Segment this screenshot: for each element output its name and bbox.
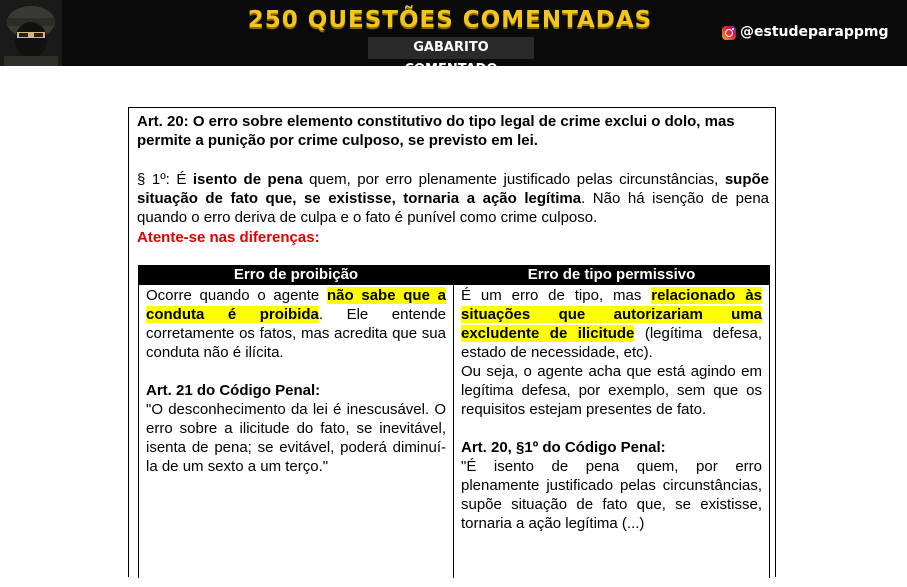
permissivo-ref-text: "É isento de pena quem, por erro plenamente justificado pelas circunstâncias, supõe situação de fato que, se existisse, tornaria a ação legítima (...) xyxy=(461,458,762,532)
proibicao-text-post: . Ele entende corretamente os fatos, mas acredita que sua conduta não é ilícita. xyxy=(146,306,446,361)
column-header-proibicao: Erro de proibição xyxy=(139,265,453,285)
proibicao-definition xyxy=(146,286,446,362)
comparison-table xyxy=(138,265,770,578)
permissivo-ref-title: Art. 20, §1º do Código Penal: xyxy=(461,439,666,456)
article-box xyxy=(128,107,776,577)
permissivo-example: Ou seja, o agente acha que está agindo em legítima defesa, por exemplo, sem que os requisitos estejam presentes de fato. xyxy=(461,363,762,418)
para-suffix: . Não há isenção de pena quando o erro deriva de culpa e o fato é punível como crime culposo. xyxy=(137,190,769,226)
para-bold-situacao: supõe situação de fato que, se existisse, tornaria a ação legítima xyxy=(137,171,769,207)
permissivo-highlight: relacionado às situações que autorizariam uma excludente de ilicitude xyxy=(461,287,762,342)
instagram-icon xyxy=(722,26,736,40)
avatar xyxy=(0,0,62,66)
proibicao-ref-text: "O desconhecimento da lei é inescusável. O erro sobre a ilicitude do fato, se inevitável, isenta de pena; se evitável, poderá diminuí-la de um sexto a um terço." xyxy=(146,401,446,475)
column-body-proibicao xyxy=(139,285,453,476)
proibicao-text-pre: Ocorre quando o agente xyxy=(146,287,327,304)
para-prefix: § 1º: É xyxy=(137,171,193,188)
attention-heading: Atente-se nas diferenças: xyxy=(137,229,320,246)
permissivo-definition xyxy=(461,286,762,362)
para-bold-isento: isento de pena xyxy=(192,171,303,188)
column-erro-tipo-permissivo xyxy=(454,265,770,578)
banner-title: 250 QUESTÕES COMENTADAS xyxy=(247,7,653,33)
article-paragraph xyxy=(137,170,769,227)
column-erro-proibicao xyxy=(138,265,454,578)
banner-subtitle: GABARITO COMENTADO xyxy=(368,37,534,59)
header-banner xyxy=(0,0,907,77)
instagram-handle[interactable]: @estudeparappmg xyxy=(740,24,889,40)
column-header-permissivo: Erro de tipo permissivo xyxy=(454,265,769,285)
column-body-permissivo xyxy=(454,285,769,533)
permissivo-text-post: (legítima defesa, estado de necessidade, etc). xyxy=(461,325,762,361)
para-middle: quem, por erro plenamente justificado pelas circunstâncias, xyxy=(302,171,725,188)
proibicao-ref-title: Art. 21 do Código Penal: xyxy=(146,382,321,399)
permissivo-text-pre: É um erro de tipo, mas xyxy=(461,287,652,304)
proibicao-highlight: não sabe que a conduta é proibida xyxy=(146,287,446,323)
article-title: Art. 20: O erro sobre elemento constitutivo do tipo legal de crime exclui o dolo, mas permite a punição por crime culposo, se previsto em lei. xyxy=(137,113,735,149)
